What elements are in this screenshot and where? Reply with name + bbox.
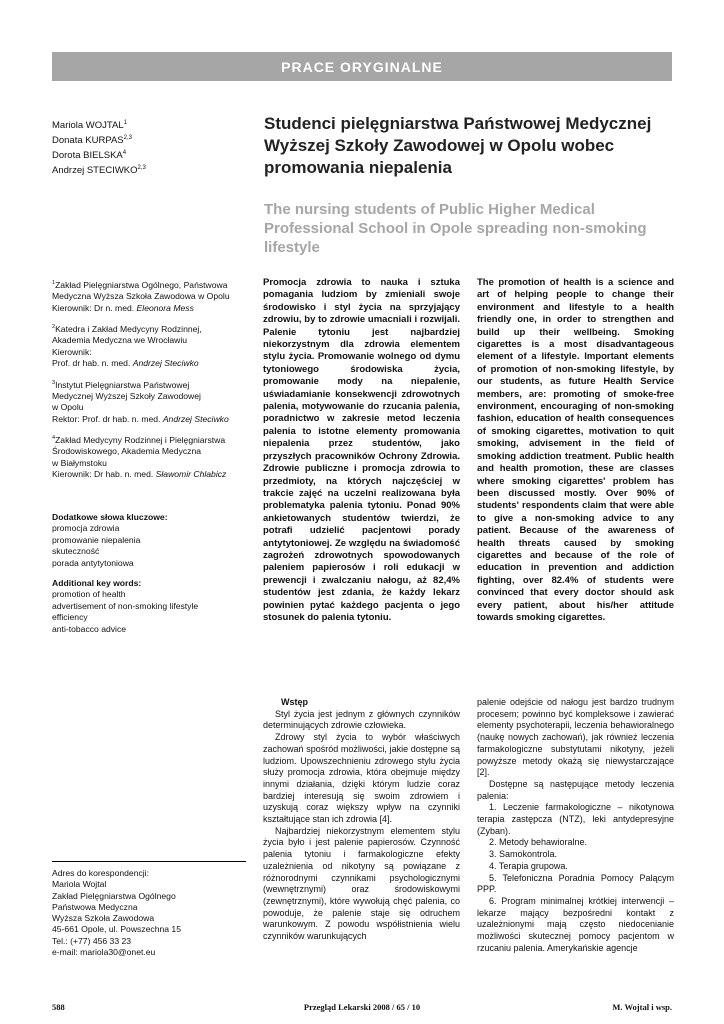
correspondence-line: Państwowa Medyczna	[52, 901, 138, 912]
affiliation: $^4$Zakład Medycyny Rodzinnej i Pielęgniarstwa Środowiskowego, Akademia Medyczna w Białymstoku Kierownik: Dr hab. n. med. Sławomir Chlabicz	[52, 434, 227, 480]
abstract-polish: Promocja zdrowia to nauka i sztuka pomagania ludziom by zmieniali swoje środowisko i styl życia na sprzyjający zdrowiu, by to zdrowie umacniali i rozwijali. Palenie tytoniu jest najbardziej niekorzystnym dla zdrowia elementem stylu życia. Promowanie wolnego od dymu tytoniowego środowiska życia, promowanie mody na niepalenie, uświadamianie konsekwencji zdrowotnych palenia, motywowanie do rzucania palenia, poradnictwo w zakresie metod leczenia palenia to istotne elementy promowania niepalenia przez studentów, jako przyszłych pracowników Ochrony Zdrowia. Zdrowie publiczne i promocja zdrowia to przedmioty, na których najczęściej w trakcie zajęć na uczelni realizowana była problematyka palenia tytoniu. Ponad 90% ankietowanych studentów twierdzi, że potrafi udzielić pacjentowi porady antytytoniowej. Ze względu na świadomość zagrożeń zdrowotnych spowodowanych paleniem papierosów i roli edukacji w prewencji i zwalczaniu nałogu, aż 82,4% studentów jest zdania, że każdy lekarz powinien pytać każdego pacjenta o jego stosunek do palenia tytoniu.	[263, 277, 460, 623]
author: Mariola WOJTAL$^1$	[52, 120, 127, 132]
article-title-english: The nursing students of Public Higher Medical Professional School in Opole spreading non-smoking lifestyle	[264, 201, 647, 256]
correspondence-line: Mariola Wojtal	[52, 879, 107, 890]
keyword: promowanie niepalenia	[52, 534, 141, 545]
paragraph: palenie odejście od nałogu jest bardzo trudnym procesem; powinno być kompleksowe i zawierać elementy psychoterapii, leczenia behawioralnego (naukę nowych zachowań), jak również leczenia farmakologiczne substytutami nikotyny, jeżeli powyższe metody okażą się niewystarczające [2].	[477, 697, 674, 778]
paragraph: Dostępne są następujące metody leczenia palenia:	[477, 778, 674, 801]
paragraph: Zdrowy styl życia to wybór właściwych zachowań spośród możliwości, jakie dostępne są ludziom. Upowszechnieniu zdrowego stylu życia służy promocja zdrowia, która obejmuje między innymi działania, dzięki którym ludzie coraz bardziej interesują się swoim zdrowiem i uzyskują coraz większy wpływ na czynniki kształtujące stan ich zdrowia [4].	[263, 732, 460, 825]
keywords-heading: Additional key words:	[52, 578, 142, 589]
journal-citation: Przegląd Lekarski 2008 / 65 / 10	[303, 1002, 421, 1012]
correspondence-line: Tel.: (+77) 456 33 23	[52, 935, 132, 946]
affiliation: $^3$Instytut Pielęgniarstwa Państwowej Medycznej Wyższej Szkoły Zawodowej w Opolu Rektor: Prof. dr hab. n. med. Andrzej Steciwko	[52, 379, 229, 424]
affiliation: $^1$Zakład Pielęgniarstwa Ogólnego, Państwowa Medyczna Wyższa Szkoła Zawodowa w Opolu Kierownik: Dr n. med. Eleonora Mess	[52, 279, 230, 313]
keywords-heading: Dodatkowe słowa kluczowe:	[52, 512, 168, 522]
correspondence-line: Wyższa Szkoła Zawodowa	[52, 913, 155, 924]
section-heading: Wstęp	[281, 697, 308, 707]
keyword: anti-tobacco advice	[52, 623, 127, 634]
author: Andrzej STECIWKO$^{2,3}$	[52, 165, 146, 177]
body-column-left	[263, 697, 460, 943]
paragraph: Najbardziej niekorzystnym elementem stylu życia było i jest palenie papierosów. Czynność palenia tytoniu i farmakologiczne efekty uzależnienia od nikotyny są powiązane z różnorodnymi czynnikami psychologicznymi (wewnętrznymi) oraz środowiskowymi (zewnętrznymi), które wywołują chęć palenia, co powoduje, że palenie staje się odruchem warunkowym. Z powodu współistnienia wielu czynników warunkujących	[263, 825, 460, 942]
author: Donata KURPAS$^{2,3}$	[52, 135, 132, 147]
correspondence-line: 45-661 Opole, ul. Powszechna 15	[52, 924, 181, 935]
keyword: promocja zdrowia	[52, 523, 120, 534]
list-item: 4. Terapia grupowa.	[489, 860, 568, 871]
keyword: porada antytytoniowa	[52, 557, 134, 568]
correspondence-email: e-mail: mariola30@onet.eu	[52, 947, 156, 958]
correspondence-line: Zakład Pielęgniarstwa Ogólnego	[52, 890, 176, 901]
keywords	[52, 512, 252, 644]
keyword: efficiency	[52, 612, 88, 623]
keyword: skuteczność	[52, 546, 100, 557]
keywords-english	[52, 578, 252, 635]
correspondence-address	[52, 868, 181, 958]
running-author: M. Wojtal i wsp.	[612, 1002, 672, 1012]
author-list	[52, 117, 146, 178]
author: Dorota BIELSKA$^4$	[52, 150, 127, 162]
paragraph: Styl życia jest jednym z głównych czynników determinujących zdrowie człowieka.	[263, 708, 460, 731]
keywords-polish	[52, 512, 252, 569]
section-banner: PRACE ORYGINALNE	[52, 52, 672, 81]
list-item: 5. Telefoniczna Poradnia Pomocy Palącym PPP.	[477, 872, 674, 895]
keyword: promotion of health	[52, 589, 126, 600]
abstract-english: The promotion of health is a science and art of helping people to change their environment and lifestyle to a health friendly one, in order to strengthen and build up their wellbeing. Smoking cigarettes is a most disadvantageous element of a lifestyle. Important elements of promotion of non-smoking lifestyle, by our students, as future Health Service members, are: promoting of smoke-free environment, encouraging of non-smoking fashion, education of health consequences of smoking cigarettes, motivation to quit smoking, advisement in the field of smoking addiction treatment. Public health and health promotion, these are classes where smoking cigarettes' problem has been discussed mostly. Over 90% of students' respondents claim that were able to give a non-smoking advice to any patient. Because of the awareness of health threats caused by smoking cigarettes and because of the role of education in prevention and addiction fighting, over 82.4% of students were convinced that every doctor should ask every patient, about his/her attitude towards smoking cigarettes.	[477, 277, 674, 623]
correspondence-line: Adres do korespondencji:	[52, 868, 149, 878]
affiliation: $^2$Katedra i Zakład Medycyny Rodzinnej, Akademia Medyczna we Wrocławiu Kierownik: Prof. dr hab. n. med. Andrzej Steciwko	[52, 323, 202, 369]
list-item: 1. Leczenie farmakologiczne – nikotynowa terapia zastępcza (NTZ), leki antydepresyjne (Zyban).	[477, 802, 674, 836]
divider	[52, 861, 246, 862]
keyword: advertisement of non-smoking lifestyle	[52, 600, 199, 611]
list-item: 2. Metody behawioralne.	[489, 837, 588, 848]
page-number: 588	[52, 1002, 65, 1012]
body-column-right	[477, 697, 674, 954]
list-item: 3. Samokontrola.	[489, 849, 558, 860]
article-title-polish: Studenci pielęgniarstwa Państwowej Medycznej Wyższej Szkoły Zawodowej w Opolu wobec promowania niepalenia	[264, 114, 652, 177]
list-item: 6. Program minimalnej krótkiej interwencji – lekarze mający bezpośredni kontakt z uzależnionymi mają często niedocenianie możliwości skutecznej pomocy pacjentom w rzucaniu palenia. Amerykańskie agencje	[477, 895, 674, 953]
affiliations	[52, 278, 252, 489]
